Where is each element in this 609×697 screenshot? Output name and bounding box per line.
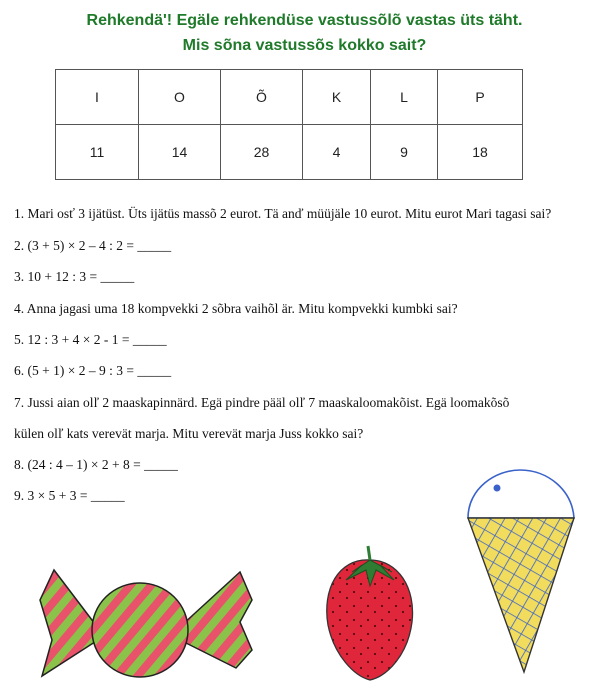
question-2: 2. (3 + 5) × 2 – 4 : 2 = _____ <box>14 238 172 253</box>
key-letter-cell: O <box>139 70 221 125</box>
key-letter-cell: Õ <box>221 70 303 125</box>
key-letter-cell: K <box>303 70 371 125</box>
question-8: 8. (24 : 4 – 1) × 2 + 8 = _____ <box>14 457 178 472</box>
key-number-cell: 11 <box>56 125 139 180</box>
ice-cream-cone-drawing <box>468 470 574 672</box>
question-7-line-2: külen olľ kats verevät marja. Mitu verevät marja Juss kokko sai? <box>14 426 364 441</box>
candy-left-wrapper <box>40 570 98 676</box>
key-letter-cell: P <box>438 70 523 125</box>
key-number-cell: 9 <box>371 125 438 180</box>
title-line-1: Rehkendä'! Egäle rehkendüse vastussõlõ vastas üts täht. <box>86 12 523 29</box>
strawberry-drawing <box>327 546 413 680</box>
key-number-cell: 14 <box>139 125 221 180</box>
key-number-cell: 4 <box>303 125 371 180</box>
question-4: 4. Anna jagasi uma 18 kompvekki 2 sõbra vaihõl är. Mitu kompvekki kumbki sai? <box>14 301 458 316</box>
key-number-cell: 28 <box>221 125 303 180</box>
strawberry-stem <box>368 546 370 560</box>
question-6: 6. (5 + 1) × 2 – 9 : 3 = _____ <box>14 363 172 378</box>
question-7-line-1: 7. Jussi aian olľ 2 maaskapinnärd. Egä pindre pääl olľ 7 maaskaloomakõist. Egä loomakõsõ <box>14 395 510 410</box>
ice-cream-dot <box>494 485 501 492</box>
ice-cream-cone <box>468 518 574 672</box>
question-1: 1. Mari osť 3 ijätüst. Üts ijätüs massõ 2 eurot. Tä anď müüjäle 10 eurot. Mitu eurot Mari tagasi sai? <box>14 206 552 221</box>
title-line-2: Mis sõna vastussõs kokko sait? <box>182 37 427 54</box>
candy-drawing <box>40 570 252 677</box>
key-letter-cell: I <box>56 70 139 125</box>
ice-cream-scoop <box>468 470 574 518</box>
candy-right-wrapper <box>180 572 252 668</box>
candy-center <box>92 583 188 677</box>
question-5: 5. 12 : 3 + 4 × 2 - 1 = _____ <box>14 332 167 347</box>
key-number-cell: 18 <box>438 125 523 180</box>
key-letter-cell: L <box>371 70 438 125</box>
question-9: 9. 3 × 5 + 3 = _____ <box>14 488 125 503</box>
question-3: 3. 10 + 12 : 3 = _____ <box>14 269 135 284</box>
